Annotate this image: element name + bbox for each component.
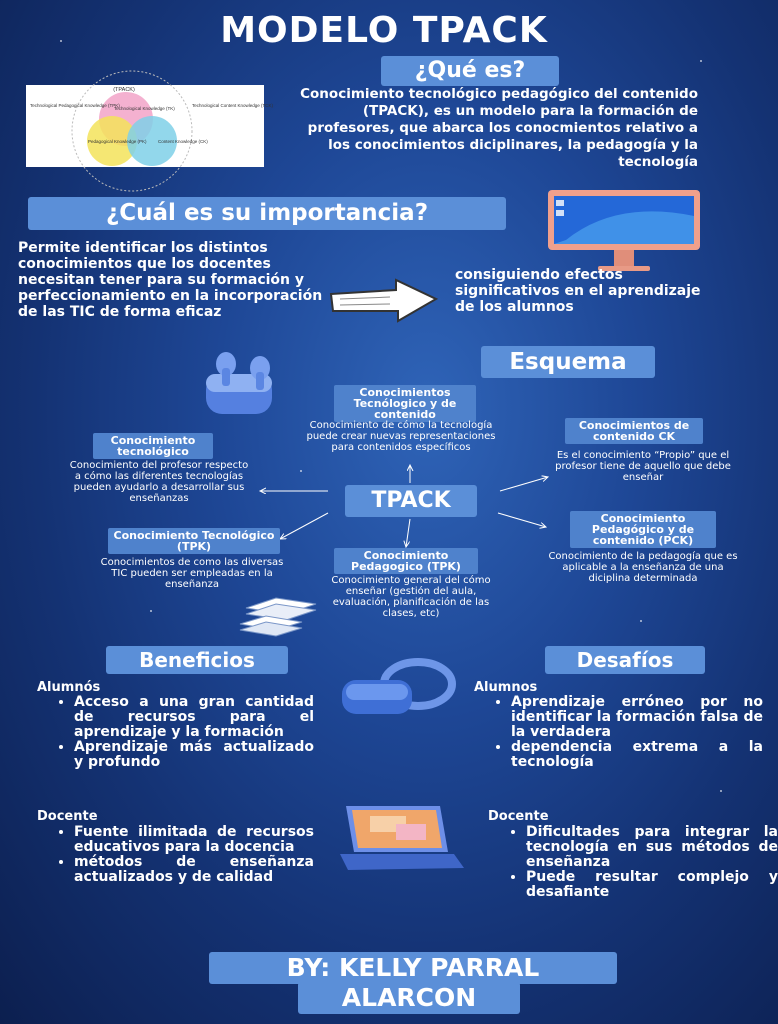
- pk-label: Conocimiento Pedagogico (TPK): [334, 548, 478, 574]
- desafios-docente-list: [508, 825, 778, 900]
- tpack-venn-diagram: [26, 85, 274, 167]
- page-title: MODELO TPACK: [220, 10, 548, 51]
- venn-pk-label: Pedagogical Knowledge (PK): [88, 139, 147, 144]
- tpk-desc: Conocimientos de como las diversas TIC pueden ser empleadas en la enseñanza: [100, 557, 284, 590]
- author-line1: BY: KELLY PARRAL: [209, 952, 617, 984]
- list-item: • Dificultades para integrar la tecnología en sus métodos de enseñanza: [526, 825, 778, 870]
- list-item: • Aprendizaje erróneo por no identificar la formación falsa de la verdadera: [511, 695, 763, 740]
- esquema-heading: Esquema: [481, 346, 655, 378]
- list-item: • Puede resultar complejo y desafiante: [526, 870, 778, 900]
- desafios-heading: Desafíos: [545, 646, 705, 674]
- tck-label: Conocimientos Tecnólogico y de contenido: [334, 385, 476, 422]
- tck-desc: Conocimiento de cómo la tecnología puede crear nuevas representaciones para contenidos específicos: [306, 420, 496, 453]
- list-item: • Acceso a una gran cantidad de recursos para el aprendizaje y la formación: [74, 695, 314, 740]
- desafios-alumnos-label: Alumnos: [474, 680, 538, 695]
- laptop-icon: [336, 802, 468, 874]
- venn-tck-label: Technological Content Knowledge (TCK): [192, 103, 274, 108]
- tk-label: Conocimiento tecnológico: [93, 433, 213, 459]
- earbuds-icon: [200, 348, 290, 420]
- venn-tpk-label: Technological Pedagogical Knowledge (TPK): [30, 103, 120, 108]
- list-item: • dependencia extrema a la tecnología: [511, 740, 763, 770]
- star: [640, 620, 642, 622]
- pck-label: Conocimiento Pedagógico y de contenido (PCK): [570, 511, 716, 548]
- beneficios-alumnos-label: Alumnós: [37, 680, 101, 695]
- desafios-docente-label: Docente: [488, 809, 549, 824]
- star: [720, 790, 722, 792]
- monitor-icon: [546, 190, 702, 274]
- ck-desc: Es el conocimiento “Propio” que el profesor tiene de aquello que debe enseñar: [555, 450, 731, 483]
- beneficios-docente-label: Docente: [37, 809, 98, 824]
- list-item: • métodos de enseñanza actualizados y de calidad: [74, 855, 314, 885]
- importancia-heading: ¿Cuál es su importancia?: [28, 197, 506, 230]
- star: [150, 610, 152, 612]
- pck-desc: Conocimiento de la pedagogía que es aplicable a la enseñanza de una diciplina determinada: [548, 551, 738, 584]
- tpack-center: TPACK: [345, 485, 477, 517]
- ck-label: Conocimientos de contenido CK: [565, 418, 703, 444]
- que-es-heading: ¿Qué es?: [381, 56, 559, 86]
- list-item: • Fuente ilimitada de recursos educativos para la docencia: [74, 825, 314, 855]
- importancia-left-text: Permite identificar los distintos conocimientos que los docentes necesitan tener para su formación y perfeccionamiento en la incorporación de las TIC de forma eficaz: [18, 240, 323, 320]
- pk-desc: Conocimiento general del cómo enseñar (gestión del aula, evaluación, planificación de las clases, etc): [331, 575, 491, 619]
- venn-ck-label: Content Knowledge (CK): [158, 139, 208, 144]
- beneficios-alumnos-list: [56, 695, 314, 770]
- venn-top-label: (TPACK): [113, 87, 135, 93]
- author-line2: ALARCON: [298, 982, 520, 1014]
- star: [700, 60, 702, 62]
- desafios-alumnos-list: [493, 695, 763, 770]
- vr-headset-icon: [338, 660, 458, 720]
- venn-tk-label: Technological Knowledge (TK): [114, 106, 175, 111]
- books-icon: [236, 596, 326, 636]
- tpk-label: Conocimiento Tecnológico (TPK): [108, 528, 280, 554]
- que-es-text: Conocimiento tecnológico pedagógico del contenido (TPACK), es un modelo para la formación de profesores, que abarca los conocmientos relativo a los conocimientos diciplinares, la pedagogía y la tecnología: [300, 86, 698, 170]
- arrow-right-icon: [328, 277, 440, 325]
- tk-desc: Conocimiento del profesor respecto a cómo las diferentes tecnologías pueden ayudarlo a desarrollar sus enseñanzas: [69, 460, 249, 504]
- beneficios-docente-list: [56, 825, 314, 885]
- beneficios-heading: Beneficios: [106, 646, 288, 674]
- importancia-right-text: consiguiendo efectos significativos en el aprendizaje de los alumnos: [455, 267, 701, 315]
- list-item: • Aprendizaje más actualizado y profundo: [74, 740, 314, 770]
